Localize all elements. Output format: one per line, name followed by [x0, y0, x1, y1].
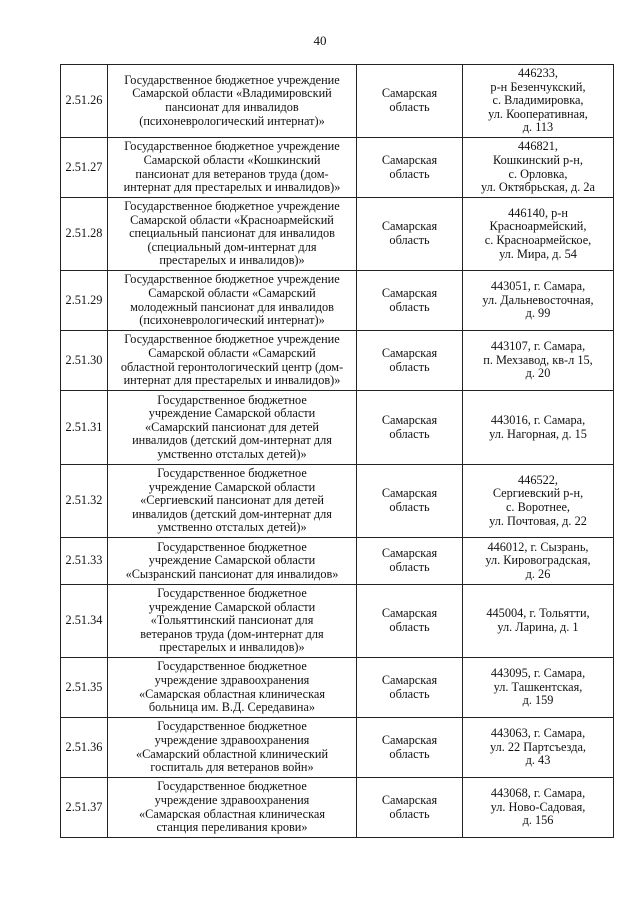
region-line: область [389, 500, 430, 514]
address-line: п. Мехзавод, кв-л 15, [483, 352, 593, 367]
institution-name [108, 138, 357, 198]
address-line: д. 20 [525, 366, 551, 381]
address-line: Кошкинский р-н, [493, 152, 583, 167]
address [463, 198, 614, 271]
institution-name-line: «Самарский областной клинический [135, 746, 329, 761]
row-number: 2.51.32 [61, 465, 108, 538]
address-line: ул. Мира, д. 54 [499, 246, 577, 261]
institution-name-line: Государственное бюджетное [157, 719, 307, 734]
institution-name-line: инвалидов (детский дом-интернат для [132, 433, 332, 448]
row-number: 2.51.30 [61, 331, 108, 391]
address-line: 443063, г. Самара, [490, 726, 586, 741]
region-line: Самарская [381, 672, 438, 687]
institution-name-line: «Сергиевский пансионат для детей [140, 493, 324, 508]
institution-name-line: Государственное бюджетное учреждение [124, 332, 340, 347]
institution-name [108, 465, 357, 538]
institution-name-line: ветеранов труда (дом-интернат для [140, 626, 324, 641]
region [357, 331, 463, 391]
address-line: ул. Ново-Садовая, [490, 799, 586, 814]
address-line: 443068, г. Самара, [490, 786, 586, 801]
institution-name-line: учреждение Самарской области [148, 599, 316, 614]
address-line: ул. Октябрьская, д. 2а [481, 180, 595, 195]
address-line: 443095, г. Самара, [490, 666, 586, 681]
region-line: Самарская [381, 152, 438, 167]
institution-name-line: Государственное бюджетное учреждение [124, 199, 340, 214]
institution-name-line: учреждение Самарской области [148, 406, 316, 421]
row-number: 2.51.28 [61, 198, 108, 271]
institution-name [108, 585, 357, 658]
region [357, 585, 463, 658]
institution-name-line: станция переливания крови» [156, 820, 308, 835]
institution-name-line: учреждение здравоохранения [154, 732, 310, 747]
row-number: 2.51.34 [61, 585, 108, 658]
table-row [61, 585, 614, 658]
institution-name-line: госпиталь для ветеранов войн» [150, 760, 314, 775]
institution-name-line: инвалидов (детский дом-интернат для [132, 506, 332, 521]
address [463, 65, 614, 138]
row-number: 2.51.26 [61, 65, 108, 138]
institution-name [108, 391, 357, 465]
institution-name-line: пансионат для ветеранов труда (дом- [135, 166, 329, 181]
region-line: Самарская [381, 285, 438, 300]
institution-name-line: престарелых и инвалидов)» [159, 253, 305, 268]
institution-name-line: Самарской области «Владимировский [132, 86, 332, 101]
address-line: с. Орловка, [508, 166, 568, 181]
institution-name [108, 538, 357, 585]
address [463, 331, 614, 391]
institution-name-line: «Самарский пансионат для детей [144, 419, 319, 434]
region-line: область [389, 746, 430, 761]
address-line: 446233, [518, 66, 558, 81]
institution-name-line: «Самарская областная клиническая [138, 686, 325, 701]
row-number: 2.51.27 [61, 138, 108, 198]
address-line: д. 43 [525, 753, 551, 768]
table-row [61, 465, 614, 538]
region-line: Самарская [381, 412, 438, 427]
table-row [61, 538, 614, 585]
institution-name [108, 271, 357, 331]
address-line: ул. Почтовая, д. 22 [489, 513, 587, 528]
region-line: Самарская [381, 219, 438, 234]
institution-name-line: умственно отсталых детей)» [157, 446, 307, 461]
region-line: область [389, 359, 430, 374]
region-line: область [389, 166, 430, 181]
address-line: д. 99 [525, 306, 551, 321]
institutions-table [60, 64, 614, 838]
region [357, 65, 463, 138]
institution-name-line: Государственное бюджетное [157, 392, 307, 407]
row-number: 2.51.29 [61, 271, 108, 331]
institution-name-line: (психоневрологический интернат)» [139, 113, 325, 128]
address [463, 271, 614, 331]
address-line: ул. Ташкентская, [493, 679, 583, 694]
institution-name-line: Государственное бюджетное [157, 659, 307, 674]
institution-name-line: (специальный дом-интернат для [147, 239, 317, 254]
institution-name-line: учреждение Самарской области [148, 553, 316, 568]
institution-name-line: Государственное бюджетное учреждение [124, 272, 340, 287]
row-number: 2.51.35 [61, 658, 108, 718]
address [463, 138, 614, 198]
region-line: Самарская [381, 86, 438, 101]
institution-name-line: молодежный пансионат для инвалидов [130, 299, 334, 314]
region [357, 198, 463, 271]
region-line: Самарская [381, 345, 438, 360]
address-line: с. Владимировка, [492, 93, 584, 108]
address-line: Сергиевский р-н, [492, 486, 584, 501]
institution-name-line: пансионат для инвалидов [165, 100, 299, 114]
table-row [61, 718, 614, 778]
institution-name-line: специальный пансионат для инвалидов [129, 226, 335, 241]
region-line: область [389, 806, 430, 821]
address-line: д. 113 [522, 120, 554, 135]
region-line: область [389, 100, 430, 114]
institution-name-line: Государственное бюджетное учреждение [124, 139, 340, 154]
region-line: Самарская [381, 546, 438, 561]
institution-name-line: учреждение здравоохранения [154, 792, 310, 807]
address-line: с. Воротнее, [505, 500, 571, 514]
institution-name [108, 658, 357, 718]
table-row [61, 271, 614, 331]
page-number: 40 [313, 33, 327, 48]
address-line: д. 26 [525, 566, 551, 581]
institution-name-line: умственно отсталых детей)» [157, 520, 307, 535]
address [463, 658, 614, 718]
address [463, 778, 614, 838]
address-line: ул. Дальневосточная, [482, 292, 594, 307]
institution-name-line: Государственное бюджетное [157, 539, 307, 554]
institution-name-line: Самарской области «Кошкинский [143, 152, 321, 167]
institution-name-line: больница им. В.Д. Середавина» [148, 700, 316, 715]
address [463, 538, 614, 585]
table-row [61, 391, 614, 465]
address [463, 718, 614, 778]
address-line: д. 159 [522, 693, 554, 708]
institution-name-line: интернат для престарелых и инвалидов)» [123, 180, 341, 195]
institution-name [108, 65, 357, 138]
region-line: Самарская [381, 732, 438, 747]
address-line: ул. Кооперативная, [488, 106, 588, 121]
address-line: Красноармейский, [489, 219, 587, 234]
institution-name-line: (психоневрологический интернат)» [139, 313, 325, 328]
address-line: р-н Безенчукский, [490, 79, 586, 94]
address-line: 446140, р-н [508, 205, 568, 220]
region [357, 778, 463, 838]
region [357, 465, 463, 538]
institution-name [108, 718, 357, 778]
institution-name-line: Государственное бюджетное учреждение [124, 72, 340, 87]
region [357, 718, 463, 778]
region-line: область [389, 299, 430, 314]
address-line: 443051, г. Самара, [490, 279, 586, 294]
address-line: с. Красноармейское, [484, 233, 592, 247]
institution-name-line: учреждение здравоохранения [154, 672, 310, 687]
address-line: 446821, [518, 139, 558, 154]
region-line: Самарская [381, 486, 438, 501]
address-line: ул. Кировоградская, [485, 553, 591, 568]
region-line: Самарская [381, 606, 438, 621]
region-line: область [389, 620, 430, 634]
address-line: 446012, г. Сызрань, [487, 539, 589, 554]
address-line: д. 156 [522, 813, 554, 828]
institution-name-line: Государственное бюджетное [157, 586, 307, 601]
region-line: область [389, 686, 430, 701]
row-number: 2.51.31 [61, 391, 108, 465]
row-number: 2.51.36 [61, 718, 108, 778]
institution-name-line: Самарской области «Красноармейский [130, 212, 334, 227]
address-line: 443016, г. Самара, [490, 412, 586, 427]
address [463, 585, 614, 658]
region-line: область [389, 560, 430, 574]
row-number: 2.51.33 [61, 538, 108, 585]
institution-name [108, 331, 357, 391]
institution-name-line: учреждение Самарской области [148, 479, 316, 494]
institution-name [108, 778, 357, 838]
address-line: ул. Ларина, д. 1 [497, 620, 579, 634]
address-line: 445004, г. Тольятти, [486, 606, 590, 621]
address-line: 443107, г. Самара, [490, 339, 586, 354]
institution-name-line: «Сызранский пансионат для инвалидов» [125, 566, 339, 581]
address-line: 446522, [518, 472, 558, 487]
institution-name-line: Государственное бюджетное [157, 779, 307, 794]
region [357, 391, 463, 465]
table-row [61, 778, 614, 838]
region-line: область [389, 233, 430, 247]
table-row [61, 658, 614, 718]
region-line: область [389, 426, 430, 441]
address-line: ул. Нагорная, д. 15 [489, 426, 587, 441]
institution-name-line: «Тольяттинский пансионат для [150, 613, 314, 628]
institution-name-line: «Самарская областная клиническая [138, 806, 325, 821]
region [357, 538, 463, 585]
address-line: ул. 22 Партсъезда, [490, 739, 586, 754]
address [463, 391, 614, 465]
institution-name-line: областной геронтологический центр (дом- [120, 359, 344, 374]
institution-name-line: Государственное бюджетное [157, 466, 307, 481]
institution-name-line: Самарской области «Самарский [148, 285, 316, 300]
institution-name [108, 198, 357, 271]
institution-name-line: престарелых и инвалидов)» [159, 640, 305, 655]
region [357, 138, 463, 198]
table-row [61, 65, 614, 138]
region [357, 658, 463, 718]
table-row [61, 331, 614, 391]
region [357, 271, 463, 331]
institution-name-line: Самарской области «Самарский [148, 345, 316, 360]
table-row [61, 138, 614, 198]
address [463, 465, 614, 538]
region-line: Самарская [381, 792, 438, 807]
row-number: 2.51.37 [61, 778, 108, 838]
institution-name-line: интернат для престарелых и инвалидов)» [123, 373, 341, 388]
table-row [61, 198, 614, 271]
